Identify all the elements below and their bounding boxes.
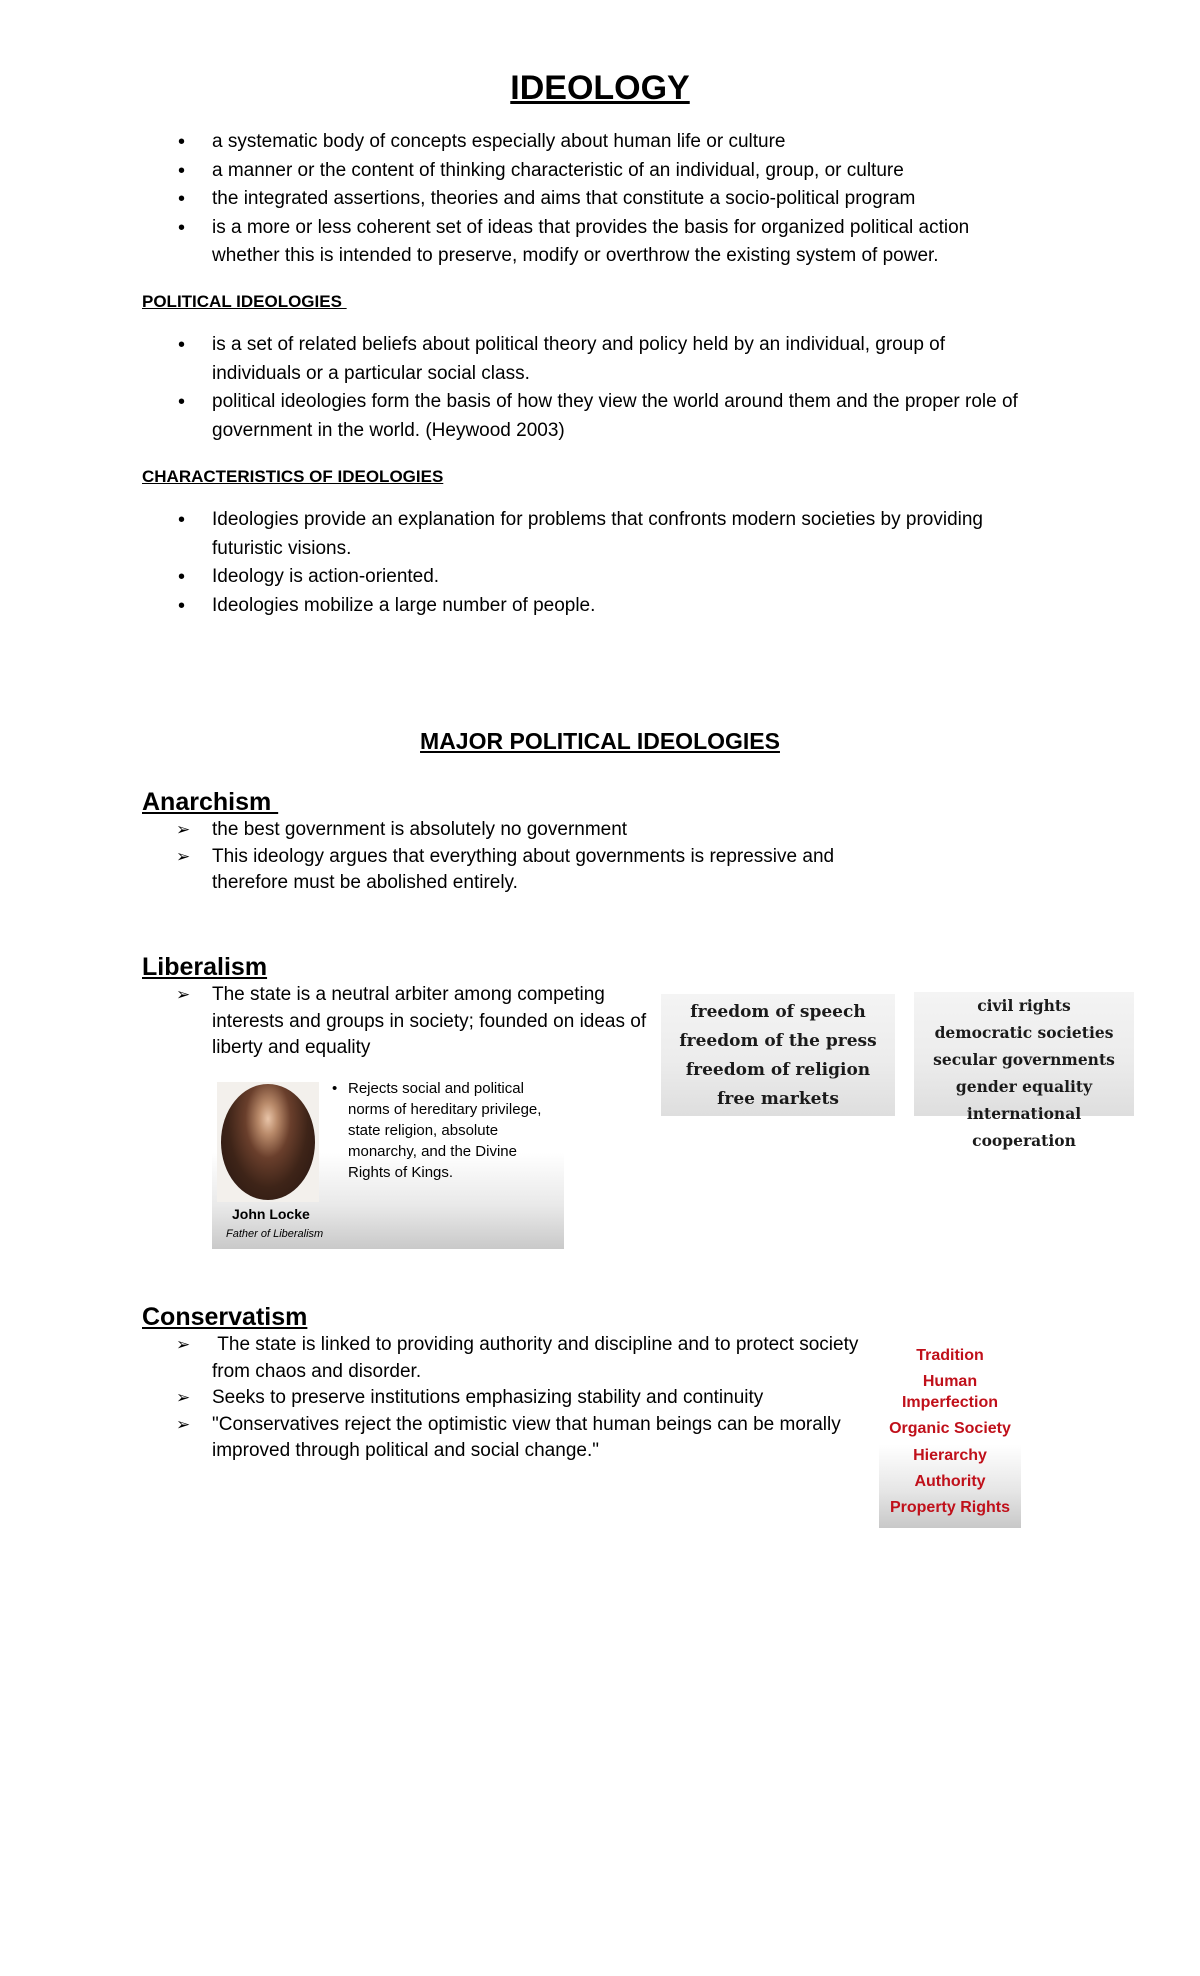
list-item: • Ideologies mobilize a large number of people. — [142, 592, 1092, 621]
rights-item: democratic societies — [934, 1023, 1114, 1042]
rights-item: secular governments — [933, 1050, 1115, 1069]
freedoms-card — [661, 994, 895, 1116]
list-item: ➢ This ideology argues that everything about governments is repressive and therefore must be abolished entirely. — [142, 844, 872, 897]
value-item: Property Rights — [889, 1499, 1010, 1517]
value-item: Authority — [914, 1472, 986, 1490]
list-item: ➢ "Conservatives reject the optimistic view that human beings can be morally improved through political and social change." — [142, 1412, 852, 1465]
characteristics-list — [142, 506, 1092, 620]
major-ideologies-heading: MAJOR POLITICAL IDEOLOGIES — [420, 728, 780, 754]
definition-list — [142, 128, 1092, 271]
rights-card — [914, 992, 1134, 1150]
list-item: • a systematic body of concepts especially about human life or culture — [142, 128, 1092, 157]
list-item: ➢ the best government is absolutely no government — [142, 817, 872, 844]
page-title: IDEOLOGY — [510, 69, 690, 107]
list-item: ➢ Seeks to preserve institutions emphasizing stability and continuity — [142, 1385, 872, 1412]
locke-bullet-list — [330, 1078, 560, 1183]
value-item: Hierarchy — [913, 1446, 987, 1464]
freedom-item: free markets — [717, 1089, 839, 1109]
value-item: Tradition — [916, 1347, 984, 1364]
value-item: Human Imperfection — [901, 1373, 998, 1412]
freedom-item: freedom of religion — [685, 1060, 871, 1080]
list-item: • Ideology is action-oriented. — [142, 563, 1092, 592]
list-item: • political ideologies form the basis of how they view the world around them and the proper role of government in the world. (Heywood 2003) — [142, 388, 1072, 445]
freedom-item: freedom of speech — [690, 1002, 866, 1022]
conservatism-heading: Conservatism — [142, 1303, 308, 1331]
rights-item: international cooperation — [966, 1104, 1082, 1150]
john-locke-card — [212, 1074, 564, 1249]
list-item: • Rejects social and political norms of hereditary privilege, state religion, absolute monarchy, and the Divine Rights of Kings. — [330, 1078, 560, 1183]
liberalism-heading: Liberalism — [142, 953, 268, 981]
john-locke-portrait — [217, 1082, 319, 1202]
rights-item: civil rights — [977, 996, 1071, 1015]
anarchism-list — [142, 817, 872, 897]
anarchism-heading: Anarchism — [142, 788, 279, 816]
list-item: ➢ The state is linked to providing authority and discipline and to protect society from chaos and disorder. — [142, 1332, 872, 1385]
list-item: • the integrated assertions, theories and aims that constitute a socio-political program — [142, 185, 1092, 214]
liberalism-list — [142, 982, 672, 1062]
political-ideologies-heading: POLITICAL IDEOLOGIES — [142, 292, 347, 311]
characteristics-heading: CHARACTERISTICS OF IDEOLOGIES — [142, 467, 444, 486]
political-ideologies-list — [142, 331, 1092, 445]
list-item: ➢ The state is a neutral arbiter among competing interests and groups in society; founded on ideas of liberty and equality — [142, 982, 672, 1062]
value-item: Organic Society — [889, 1420, 1011, 1438]
rights-item: gender equality — [955, 1077, 1093, 1096]
conservatism-list — [142, 1332, 872, 1465]
list-item: • Ideologies provide an explanation for problems that confronts modern societies by providing futuristic visions. — [142, 506, 1032, 563]
freedom-item: freedom of the press — [679, 1031, 877, 1051]
portrait-oval — [221, 1084, 315, 1200]
locke-subtitle: Father of Liberalism — [226, 1228, 324, 1240]
conservatism-values-card — [879, 1343, 1021, 1528]
locke-name: John Locke — [232, 1206, 310, 1222]
list-item: • is a more or less coherent set of ideas that provides the basis for organized political action whether this is intended to preserve, modify or overthrow the existing system of power. — [142, 214, 992, 271]
list-item: • a manner or the content of thinking characteristic of an individual, group, or culture — [142, 157, 1092, 186]
list-item: • is a set of related beliefs about political theory and policy held by an individual, group of individuals or a particular social class. — [142, 331, 1022, 388]
